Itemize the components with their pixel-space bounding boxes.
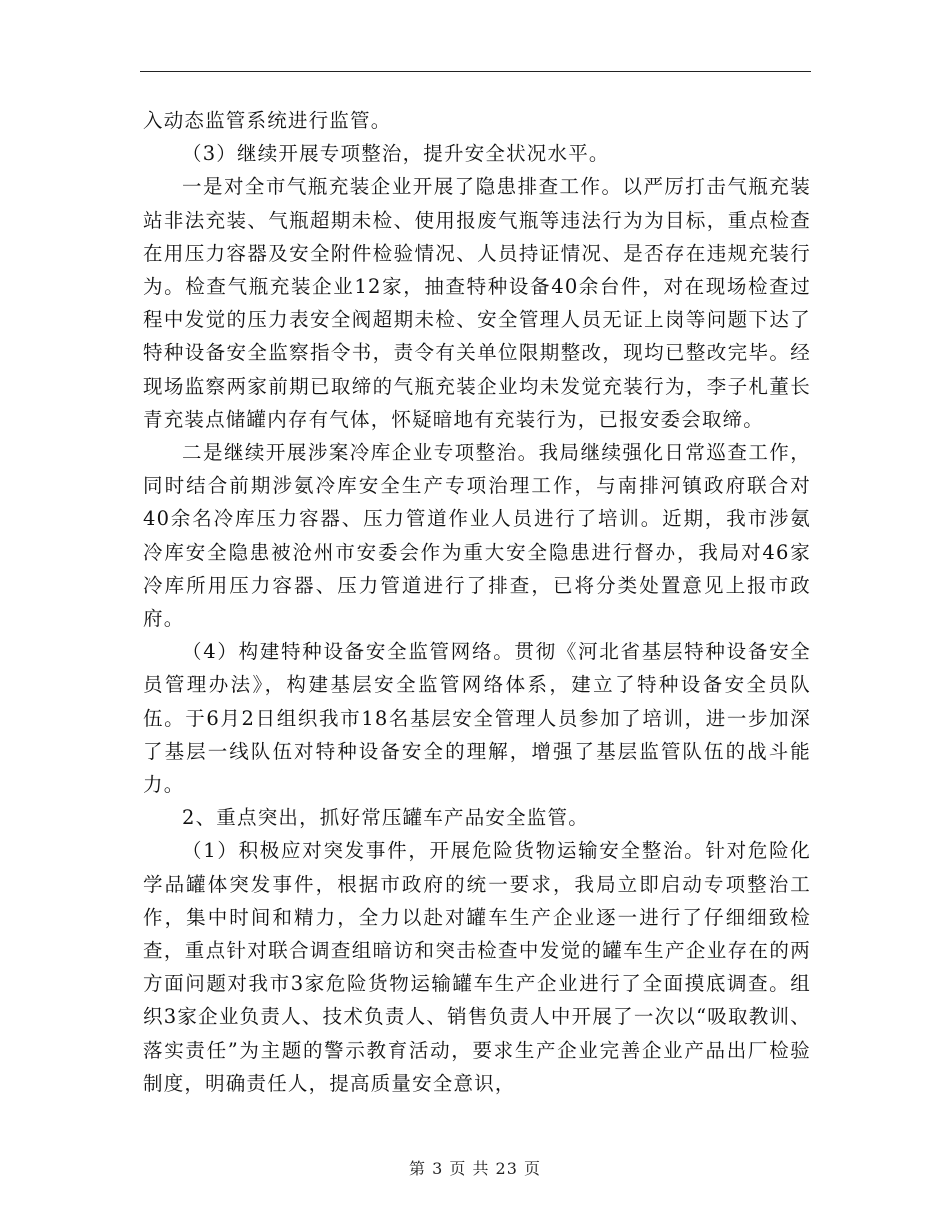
- paragraph-cold-storage-rectification: 二是继续开展涉案冷库企业专项整治。我局继续强化日常巡查工作，同时结合前期涉氨冷库安全生产专项治理工作，与南排河镇政府联合对40余名冷库压力容器、压力管道作业人员进行了培训。近期，我市涉氨冷库安全隐患被沧州市安委会作为重大安全隐患进行督办，我局对46家冷库所用压力容器、压力管道进行了排查，已将分类处置意见上报市政府。: [143, 441, 811, 631]
- page-number: 第 3 页 共 23 页: [409, 1159, 541, 1178]
- paragraph-tanker-safety: （1）积极应对突发事件，开展危险货物运输安全整治。针对危险化学品罐体突发事件，根据市政府的统一要求，我局立即启动专项整治工作，集中时间和精力，全力以赴对罐车生产企业逐一进行了仔细细致检查，重点针对联合调查组暗访和突击检查中发觉的罐车生产企业存在的两方面问题对我市3家危险货物运输罐车生产企业进行了全面摸底调查。组织3家企业负责人、技术负责人、销售负责人中开展了一次以“吸取教训、落实责任”为主题的警示教育活动，要求生产企业完善企业产品出厂检验制度，明确责任人，提高质量安全意识，: [143, 839, 811, 1095]
- document-body: [143, 104, 811, 1100]
- paragraph-continuation: 入动态监管系统进行监管。: [143, 109, 392, 132]
- paragraph-section-2-heading: 2、重点突出，抓好常压罐车产品安全监管。: [182, 806, 589, 830]
- header-rule: [140, 71, 811, 72]
- paragraph-heading-4: （4）构建特种设备安全监管网络。贯彻《河北省基层特种设备安全员管理办法》，构建基层安全监管网络体系，建立了特种设备安全员队伍。于6月2日组织我市18名基层安全管理人员参加了培训，进一步加深了基层一线队伍对特种设备安全的理解，增强了基层监管队伍的战斗能力。: [143, 640, 811, 797]
- paragraph-gas-cylinder-inspection: 一是对全市气瓶充装企业开展了隐患排查工作。以严厉打击气瓶充装站非法充装、气瓶超期未检、使用报废气瓶等违法行为为目标，重点检查在用压力容器及安全附件检验情况、人员持证情况、是否存在违规充装行为。检查气瓶充装企业12家，抽查特种设备40余台件，对在现场检查过程中发觉的压力表安全阀超期未检、安全管理人员无证上岗等问题下达了特种设备安全监察指令书，责令有关单位限期整改，现均已整改完毕。经现场监察两家前期已取缔的气瓶充装企业均未发觉充装行为，李子札董长青充装点储罐内存有气体，怀疑暗地有充装行为，已报安委会取缔。: [143, 175, 811, 431]
- page-footer: [0, 1156, 950, 1179]
- paragraph-heading-3: （3）继续开展专项整治，提升安全状况水平。: [182, 142, 610, 166]
